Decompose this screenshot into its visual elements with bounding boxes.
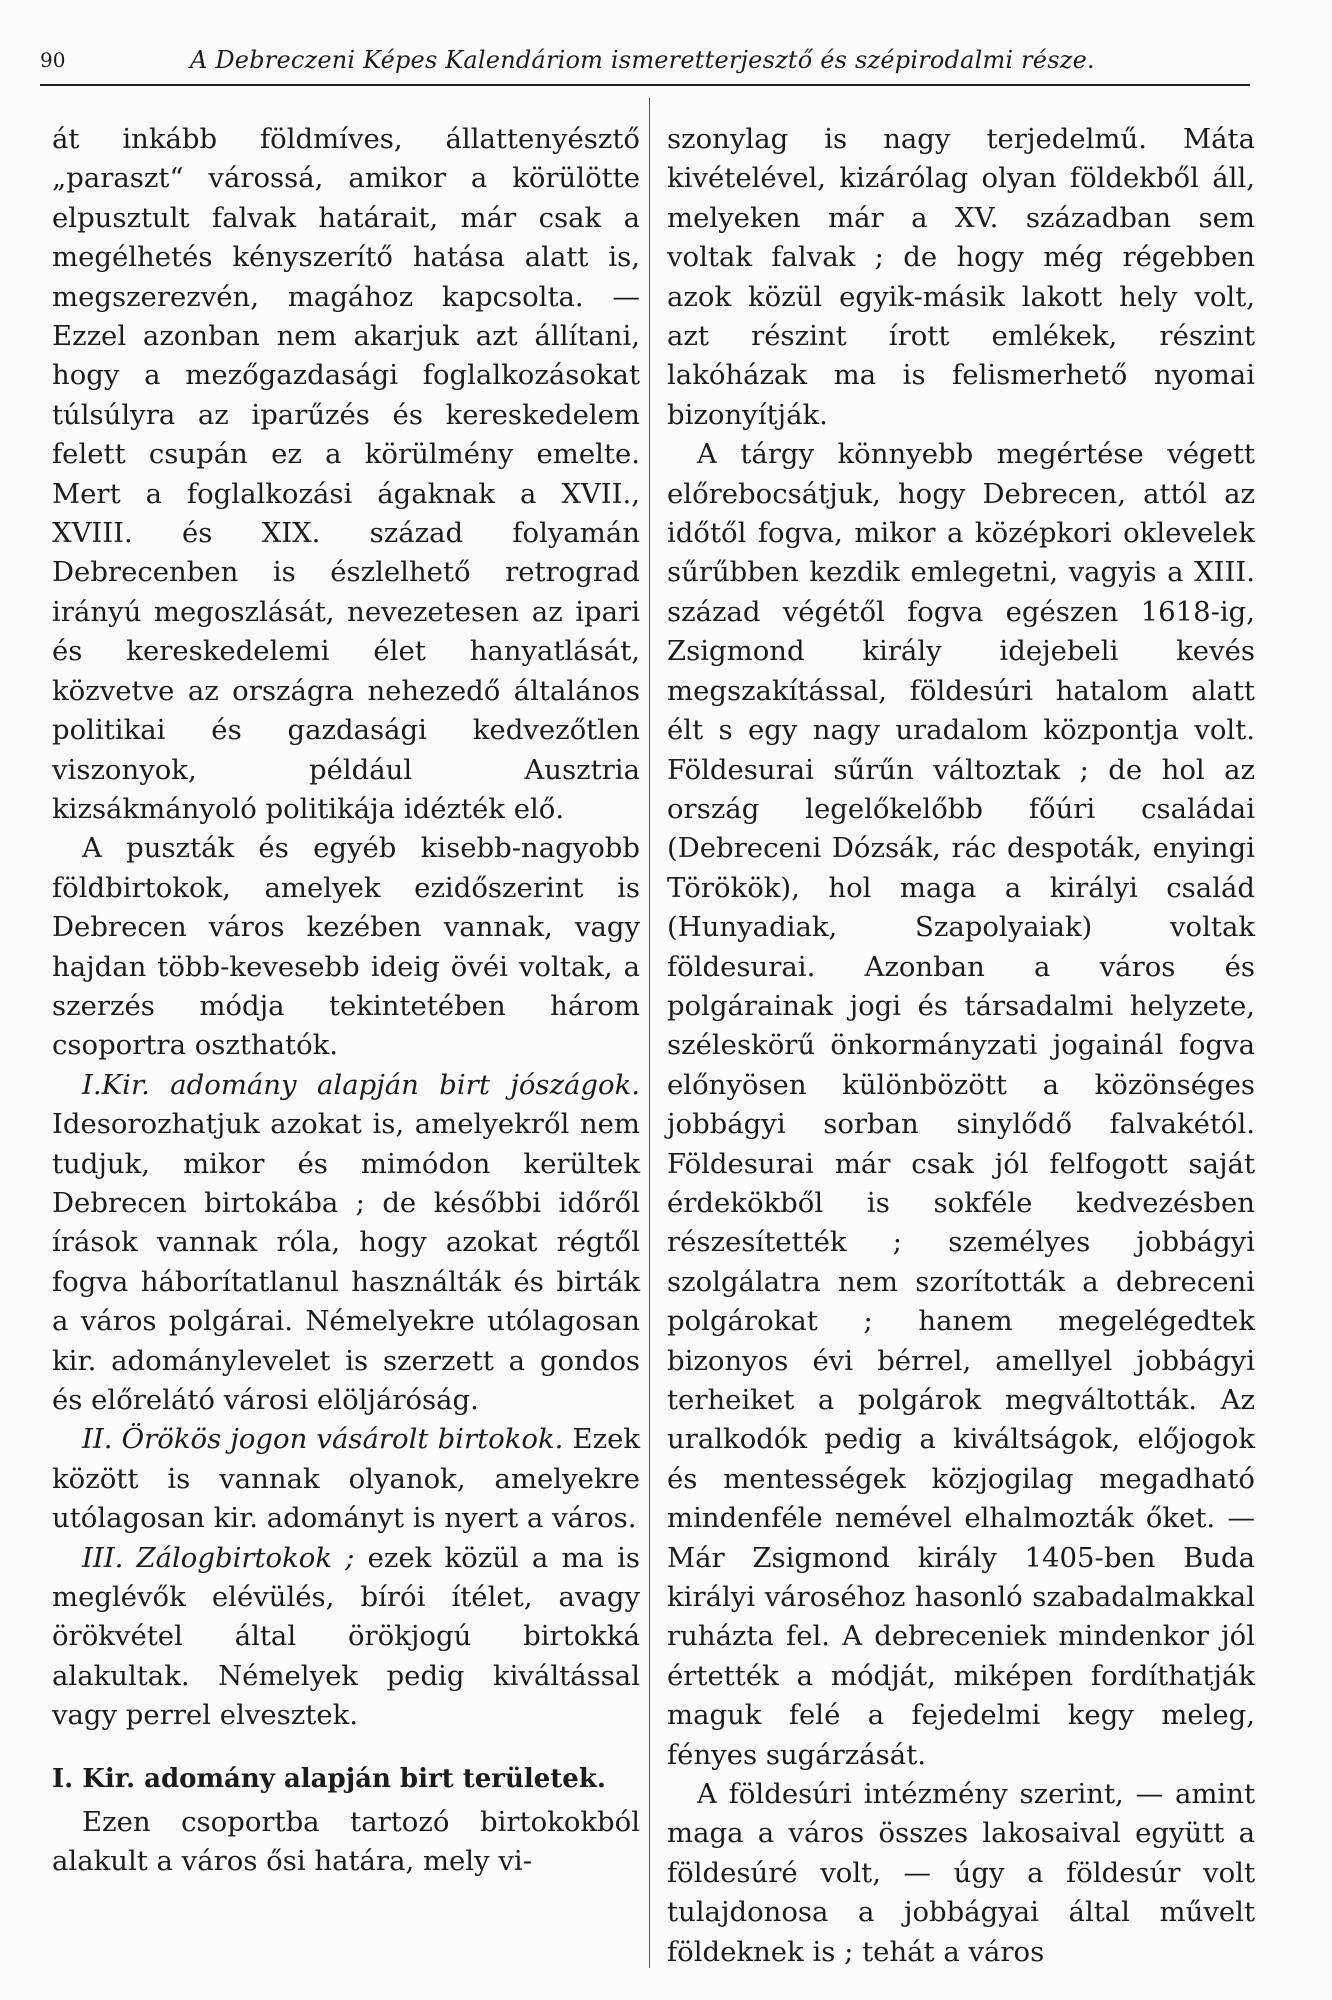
paragraph — [52, 1066, 640, 1421]
left-column — [52, 120, 640, 1882]
running-title: A Debreczeni Képes Kalendáriom ismeretterjesztő és szépirodalmi része. — [190, 46, 1095, 74]
paragraph: Ezen csoportba tartozó birtokokból alakult a város ősi határa, mely vi- — [52, 1806, 640, 1878]
section-label: II. Örökös jogon vásárolt birtokok. — [82, 1423, 564, 1456]
section-heading: I. Kir. adomány alapján birt területek. — [52, 1763, 606, 1794]
header-rule — [40, 84, 1250, 86]
paragraph-text: ezek közül a ma is meglévők elévülés, bírói ítélet, avagy örökvétel által örökjogú birtokká alakultak. Némelyek pedig kiváltással vagy perrel elvesztek. — [52, 1541, 640, 1732]
section-label: III. Zálogbirtokok ; — [82, 1541, 355, 1574]
right-column — [667, 120, 1255, 1972]
paragraph: A tárgy könnyebb megértése végett előrebocsátjuk, hogy Debrecen, attól az időtől fogva, mikor a középkori oklevelek sűrűbben kezdik emlegetni, vagyis a XIII. század végétől fogva egészen 1618-ig, Zsigmond király idejebeli kevés megszakítással, földesúri hatalom alatt élt s egy nagy uradalom központja volt. Földesurai sűrűn változtak ; de hol az ország legelőkelőbb főúri családai (Debreceni Dózsák, rác despoták, enyingi Törökök), hol maga a királyi család (Hunyadiak, Szapolyaiak) voltak földesurai. Azonban a város és polgárainak jogi és társadalmi helyzete, széleskörű önkormányzati jogainál fogva előnyösen különbözött a közönséges jobbágyi sorban sinylődő falvakétól. Földesurai már csak jól felfogott saját érdekökből is sokféle kedvezésben részesítették ; személyes jobbágyi szolgálatra nem szorították a debreceni polgárokat ; hanem megelégedtek bizonyos évi bérrel, amellyel jobbágyi terheiket a polgárok megváltották. Az uralkodók pedig a kiváltságok, előjogok és mentességek közjogilag megadható mindenféle nemével elhalmozták őket. — Már Zsigmond király 1405-ben Buda királyi városéhoz hasonló szabadalmakkal ruházta fel. A debreceniek mindenkor jól értették a módját, miképen fordíthatják maguk felé a fejedelmi kegy meleg, fényes sugárzását. — [667, 438, 1255, 1771]
column-divider — [649, 98, 650, 1968]
section-label: I.Kir. adomány alapján birt jószágok. — [82, 1068, 640, 1101]
paragraph: A puszták és egyéb kisebb-nagyobb földbirtokok, amelyek ezidőszerint is Debrecen város kezében vannak, vagy hajdan több-kevesebb ideig övéi voltak, a szerzés módja tekintetében három csoportra oszthatók. — [52, 832, 640, 1062]
page-number: 90 — [40, 48, 66, 72]
paragraph-text: Ezek között is vannak olyanok, amelyekre utólagosan kir. adományt is nyert a város. — [52, 1423, 641, 1535]
paragraph — [52, 1539, 640, 1736]
paragraph: szonylag is nagy terjedelmű. Máta kivételével, kizárólag olyan földekből áll, melyeken már a XV. században sem voltak falvak ; de hogy még régebben azok közül egyik-másik lakott hely volt, azt részint írott emlékek, részint lakóházak ma is felismerhető nyomai bizonyítják. — [667, 123, 1255, 431]
paragraph — [52, 1420, 640, 1538]
paragraph-text: Idesorozhatjuk azokat is, amelyekről nem tudjuk, mikor és mimódon kerültek Debrecen birtokába ; de későbbi időről írások vannak róla, hogy azokat régtől fogva háborítatlanul használták és birták a város polgárai. Némelyekre utólagosan kir. adománylevelet is szerzett a gondos és előrelátó városi elöljáróság. — [52, 1108, 640, 1416]
paragraph: A földesúri intézmény szerint, — amint maga a város összes lakosaival együtt a földesúré volt, — úgy a földesúr volt tulajdonosa a jobbágyai által művelt földeknek is ; tehát a város — [667, 1778, 1255, 1968]
page-header — [40, 38, 1240, 78]
paragraph: át inkább földmíves, állattenyésztő „paraszt“ várossá, amikor a körülötte elpusztult falvak határait, már csak a megélhetés kényszerítő hatása alatt is, megszerezvén, magához kapcsolta. — Ezzel azonban nem akarjuk azt állítani, hogy a mezőgazdasági foglalkozásokat túlsúlyra az iparűzés és kereskedelem felett csupán ez a körülmény emelte. Mert a foglalkozási ágaknak a XVII., XVIII. és XIX. század folyamán Debrecenben is észlelhető retrograd irányú megoszlását, nevezetesen az ipari és kereskedelemi élet hanyatlását, közvetve az országra nehezedő általános politikai és gazdasági kedvezőtlen viszonyok, például Ausztria kizsákmányoló politikája idézték elő. — [52, 123, 640, 825]
